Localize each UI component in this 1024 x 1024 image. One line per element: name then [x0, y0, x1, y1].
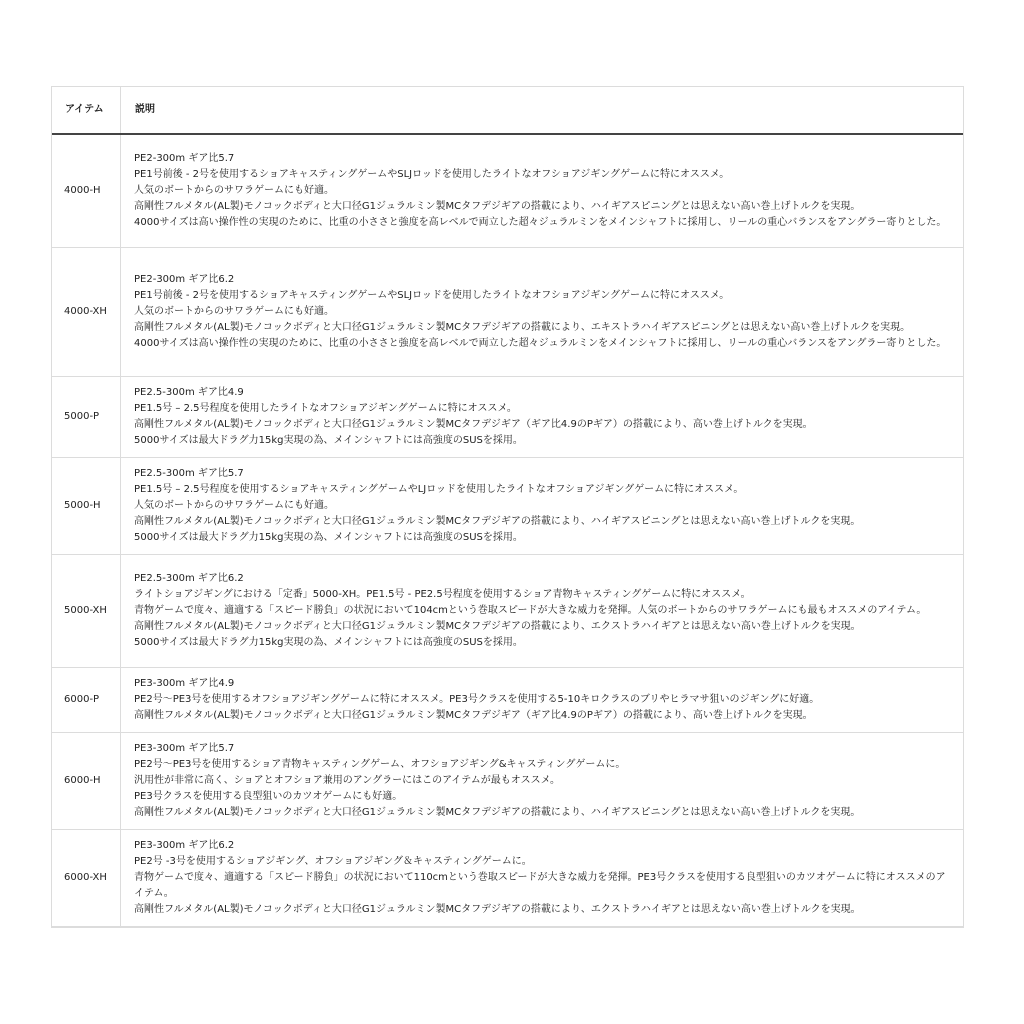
description-line: 5000サイズは最大ドラグ力15kg実現の為、メインシャフトには高強度のSUSを採用。 — [134, 532, 523, 543]
description-line: PE3-300m ギア比5.7 — [134, 743, 235, 754]
table-row — [52, 458, 963, 555]
description-line: PE3-300m ギア比6.2 — [134, 840, 235, 851]
description-line: 4000サイズは高い操作性の実現のために、比重の小ささと強度を高レベルで両立した超々ジュラルミンをメインシャフトに採用し、リールの重心バランスをアングラー寄りとした。 — [134, 217, 947, 228]
item-cell: 5000-XH — [52, 555, 121, 668]
description-line: PE3号クラスを使用する良型狙いのカツオゲームにも好適。 — [134, 791, 403, 802]
table-row — [52, 134, 963, 248]
description-line: 高剛性フルメタル(AL製)モノコックボディと大口径G1ジュラルミン製MCタフデジギアの搭載により、ハイギアスピニングとは思えない高い巻上げトルクを実現。 — [134, 516, 861, 527]
description-line: PE1号前後 - 2号を使用するショアキャスティングゲームやSLJロッドを使用したライトなオフショアジギングゲームに特にオススメ。 — [134, 290, 730, 301]
description-line: PE1.5号 – 2.5号程度を使用するショアキャスティングゲームやLJロッドを使用したライトなオフショアジギングゲームに特にオススメ。 — [134, 484, 744, 495]
description-line: PE2号〜PE3号を使用するオフショアジギングゲームに特にオススメ。PE3号クラスを使用する5-10キロクラスのブリやヒラマサ狙いのジギングに好適。 — [134, 694, 820, 705]
description-line: 人気のボートからのサワラゲームにも好適。 — [134, 306, 334, 317]
description-cell — [121, 668, 964, 733]
header-item — [52, 87, 121, 134]
description-line: PE1号前後 - 2号を使用するショアキャスティングゲームやSLJロッドを使用したライトなオフショアジギングゲームに特にオススメ。 — [134, 169, 730, 180]
description-line: 高剛性フルメタル(AL製)モノコックボディと大口径G1ジュラルミン製MCタフデジギアの搭載により、ハイギアスピニングとは思えない高い巻上げトルクを実現。 — [134, 201, 861, 212]
description-line: 5000サイズは最大ドラグ力15kg実現の為、メインシャフトには高強度のSUSを採用。 — [134, 637, 523, 648]
description-line: PE3-300m ギア比4.9 — [134, 678, 235, 689]
description-line: 4000サイズは高い操作性の実現のために、比重の小ささと強度を高レベルで両立した超々ジュラルミンをメインシャフトに採用し、リールの重心バランスをアングラー寄りとした。 — [134, 338, 947, 349]
description-line: 高剛性フルメタル(AL製)モノコックボディと大口径G1ジュラルミン製MCタフデジギア（ギア比4.9のPギア）の搭載により、高い巻上げトルクを実現。 — [134, 419, 813, 430]
description-line: ライトショアジギングにおける「定番」5000-XH。PE1.5号 - PE2.5号程度を使用するショア青物キャスティングゲームに特にオススメ。 — [134, 589, 751, 600]
header-row — [52, 87, 963, 134]
description-line: 汎用性が非常に高く、ショアとオフショア兼用のアングラーにはこのアイテムが最もオススメ。 — [134, 775, 560, 786]
item-cell: 6000-H — [52, 733, 121, 830]
description-cell — [121, 134, 964, 248]
table-row — [52, 668, 963, 733]
item-cell: 5000-P — [52, 377, 121, 458]
spec-table-container — [51, 86, 964, 928]
spec-table — [52, 87, 963, 927]
description-line: PE2.5-300m ギア比6.2 — [134, 573, 244, 584]
table-row — [52, 248, 963, 377]
table-header — [52, 87, 963, 134]
description-cell — [121, 377, 964, 458]
item-cell: 4000-XH — [52, 248, 121, 377]
description-cell — [121, 248, 964, 377]
description-line: PE2.5-300m ギア比4.9 — [134, 387, 244, 398]
item-cell: 6000-XH — [52, 830, 121, 927]
description-line: 高剛性フルメタル(AL製)モノコックボディと大口径G1ジュラルミン製MCタフデジギアの搭載により、エクストラハイギアとは思えない高い巻上げトルクを実現。 — [134, 904, 861, 915]
description-cell — [121, 555, 964, 668]
description-line: 青物ゲームで度々、適適する「スピード勝負」の状況において110cmという巻取スピードが大きな威力を発揮。PE3号クラスを使用する良型狙いのカツオゲームに特にオススメのアイテム。 — [134, 872, 946, 899]
item-cell: 4000-H — [52, 134, 121, 248]
header-description — [121, 87, 964, 134]
header-description-label: 説明 — [135, 104, 155, 115]
item-cell: 6000-P — [52, 668, 121, 733]
description-line: PE2-300m ギア比5.7 — [134, 153, 235, 164]
header-item-label: アイテム — [65, 104, 104, 115]
description-line: PE2号 -3号を使用するショアジギング、オフショアジギング＆キャスティングゲームに。 — [134, 856, 532, 867]
description-line: 高剛性フルメタル(AL製)モノコックボディと大口径G1ジュラルミン製MCタフデジギア（ギア比4.9のPギア）の搭載により、高い巻上げトルクを実現。 — [134, 710, 813, 721]
description-line: 人気のボートからのサワラゲームにも好適。 — [134, 500, 334, 511]
table-row — [52, 377, 963, 458]
description-line: 高剛性フルメタル(AL製)モノコックボディと大口径G1ジュラルミン製MCタフデジギアの搭載により、エクストラハイギアとは思えない高い巻上げトルクを実現。 — [134, 621, 861, 632]
description-cell — [121, 830, 964, 927]
description-line: 高剛性フルメタル(AL製)モノコックボディと大口径G1ジュラルミン製MCタフデジギアの搭載により、ハイギアスピニングとは思えない高い巻上げトルクを実現。 — [134, 807, 861, 818]
table-row — [52, 733, 963, 830]
description-line: PE2号〜PE3号を使用するショア青物キャスティングゲーム、オフショアジギング&キャスティングゲームに。 — [134, 759, 626, 770]
description-line: 高剛性フルメタル(AL製)モノコックボディと大口径G1ジュラルミン製MCタフデジギアの搭載により、エキストラハイギアスピニングとは思えない高い巻上げトルクを実現。 — [134, 322, 911, 333]
table-row — [52, 555, 963, 668]
item-cell: 5000-H — [52, 458, 121, 555]
description-line: PE1.5号 – 2.5号程度を使用したライトなオフショアジギングゲームに特にオススメ。 — [134, 403, 517, 414]
description-line: 人気のボートからのサワラゲームにも好適。 — [134, 185, 334, 196]
description-line: 5000サイズは最大ドラグ力15kg実現の為、メインシャフトには高強度のSUSを採用。 — [134, 435, 523, 446]
description-cell — [121, 458, 964, 555]
description-line: PE2.5-300m ギア比5.7 — [134, 468, 244, 479]
table-row — [52, 830, 963, 927]
table-body — [52, 134, 963, 927]
description-line: PE2-300m ギア比6.2 — [134, 274, 235, 285]
description-line: 青物ゲームで度々、適適する「スピード勝負」の状況において104cmという巻取スピードが大きな威力を発揮。人気のボートからのサワラゲームにも最もオススメのアイテム。 — [134, 605, 927, 616]
description-cell — [121, 733, 964, 830]
